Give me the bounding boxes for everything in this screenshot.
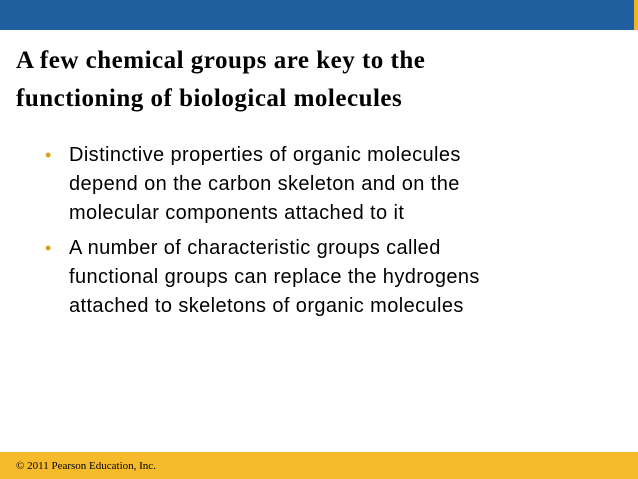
- bullet-item: [45, 141, 605, 228]
- bullet-text: [69, 234, 605, 321]
- bullet-line: A number of characteristic groups called: [69, 237, 441, 259]
- bullet-marker-icon: •: [45, 145, 52, 165]
- bullet-marker-icon: •: [45, 238, 52, 258]
- bullet-line: functional groups can replace the hydrogens: [69, 266, 480, 288]
- footer-bar: [0, 452, 638, 479]
- bullet-item: [45, 234, 605, 321]
- bullet-line: Distinctive properties of organic molecules: [69, 144, 461, 166]
- bullet-text: [69, 141, 605, 228]
- header-bar: [0, 0, 638, 30]
- title-line: A few chemical groups are key to the: [16, 47, 426, 74]
- bullet-line: molecular components attached to it: [69, 202, 405, 224]
- copyright-text: © 2011 Pearson Education, Inc.: [16, 460, 156, 472]
- title-line: functioning of biological molecules: [16, 85, 403, 112]
- bullet-list: [45, 141, 605, 327]
- slide-title: [16, 42, 616, 118]
- bullet-line: attached to skeletons of organic molecules: [69, 295, 464, 317]
- bullet-line: depend on the carbon skeleton and on the: [69, 173, 460, 195]
- header-accent-stripe: [634, 0, 638, 30]
